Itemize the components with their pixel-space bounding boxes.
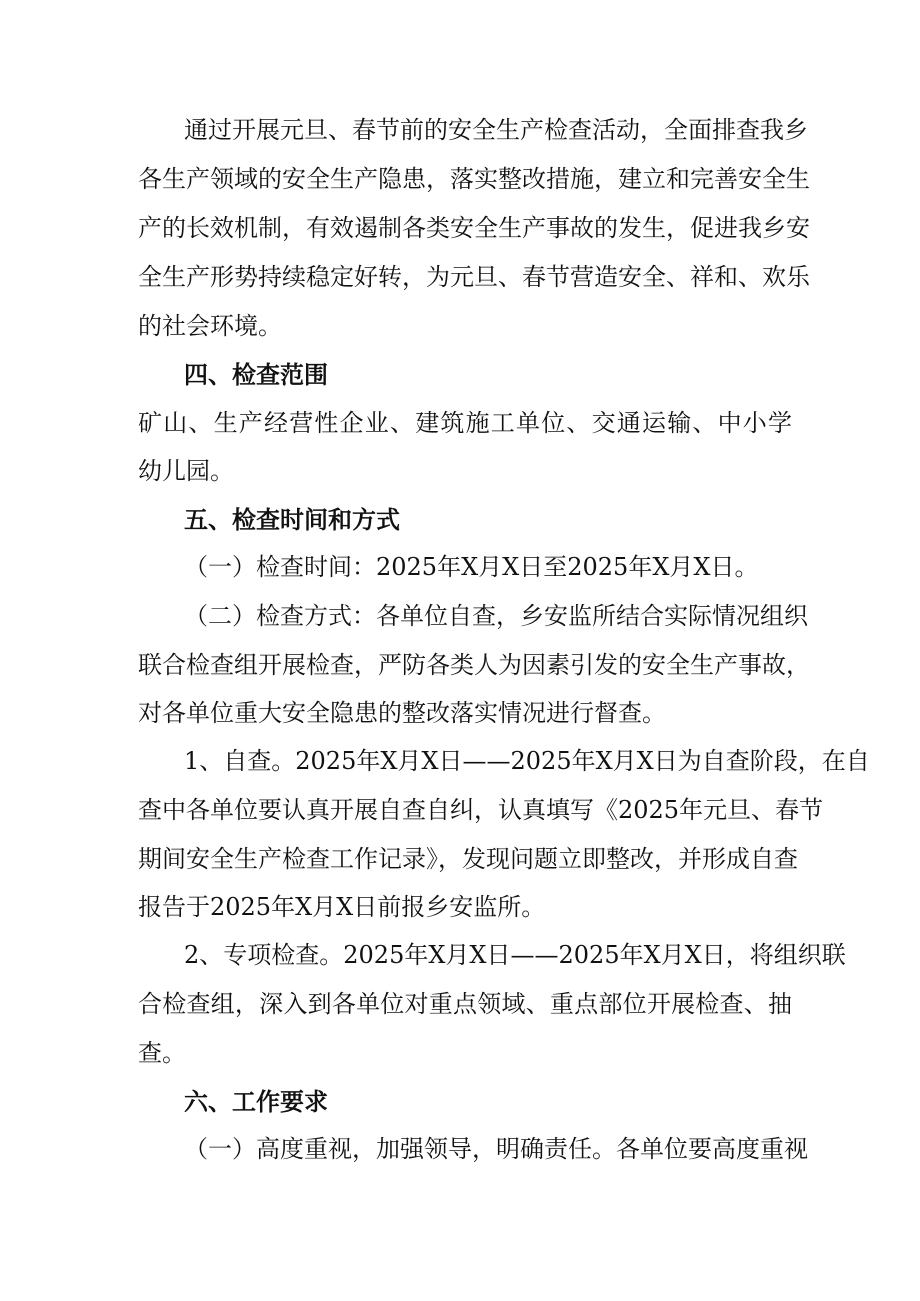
paragraph-line: 对各单位重大安全隐患的整改落实情况进行督查。 (138, 699, 666, 727)
paragraph-line: 矿山、生产经营性企业、建筑施工单位、交通运输、中小学 (138, 409, 792, 437)
section-heading: 五、检查时间和方式 (184, 506, 400, 534)
paragraph-line: 报告于2025年X月X日前报乡安监所。 (138, 893, 546, 921)
paragraph-line: 联合检查组开展检查，严防各类人为因素引发的安全生产事故， (138, 651, 810, 679)
paragraph-line: （一）高度重视，加强领导，明确责任。各单位要高度重视 (184, 1135, 808, 1163)
paragraph-line: 产的长效机制，有效遏制各类安全生产事故的发生，促进我乡安 (138, 214, 810, 242)
paragraph-line: 查中各单位要认真开展自查自纠，认真填写《2025年元旦、春节 (138, 796, 824, 824)
paragraph-line: 全生产形势持续稳定好转，为元旦、春节营造安全、祥和、欢乐 (138, 263, 810, 291)
paragraph-line: 2、专项检查。2025年X月X日——2025年X月X日，将组织联 (184, 941, 846, 969)
paragraph-line: （一）检查时间：2025年X月X日至2025年X月X日。 (184, 553, 759, 581)
paragraph-line: 各生产领域的安全生产隐患，落实整改措施，建立和完善安全生 (138, 165, 810, 193)
paragraph-line: 幼儿园。 (138, 457, 234, 485)
paragraph-line: 的社会环境。 (138, 312, 282, 340)
paragraph-line: 1、自查。2025年X月X日——2025年X月X日为自查阶段，在自 (184, 747, 870, 775)
section-heading: 六、工作要求 (184, 1088, 328, 1116)
paragraph-line: （二）检查方式：各单位自查，乡安监所结合实际情况组织 (184, 602, 808, 630)
paragraph-line: 合检查组，深入到各单位对重点领域、重点部位开展检查、抽 (138, 990, 792, 1018)
paragraph-line: 查。 (138, 1039, 186, 1067)
section-heading: 四、检查范围 (184, 361, 328, 389)
paragraph-line: 期间安全生产检查工作记录》，发现问题立即整改，并形成自查 (138, 845, 798, 873)
paragraph-line: 通过开展元旦、春节前的安全生产检查活动，全面排查我乡 (184, 116, 808, 144)
